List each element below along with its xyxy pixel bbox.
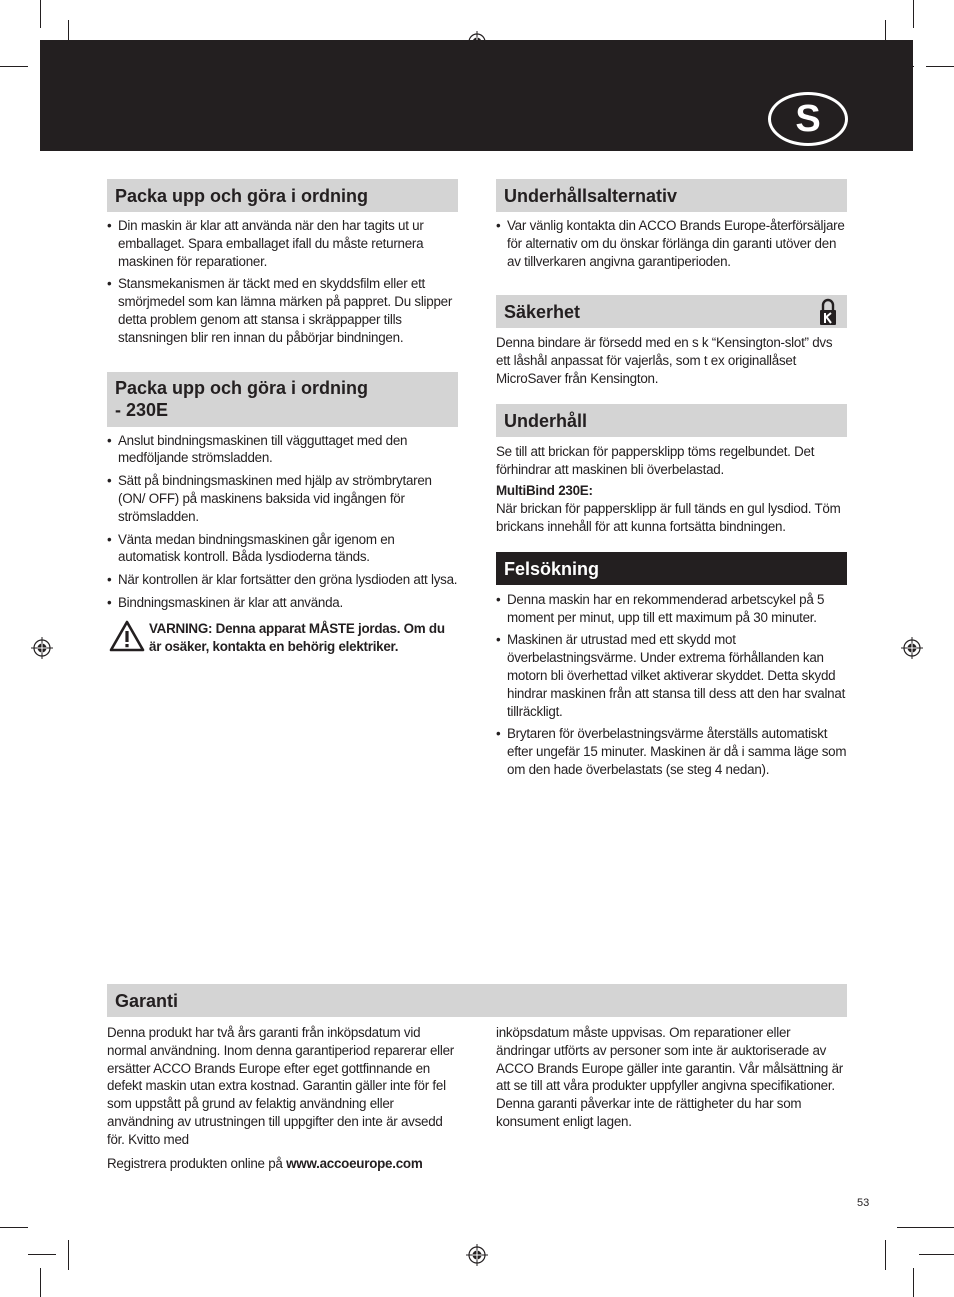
registration-mark-icon [31,637,53,659]
section-heading-warranty: Garanti [107,984,847,1017]
list-item: • Bindningsmaskinen är klar att använda. [107,594,458,612]
section-heading-safety [496,295,847,328]
register-link[interactable]: www.accoeurope.com [286,1155,423,1171]
section-heading-maintenance-options: Underhållsalternativ [496,179,847,212]
kensington-lock-icon [819,298,837,326]
safety-text: Denna bindare är försedd med en s k “Kensington-slot” dvs ett låshål anpassat för vajerlås, som t ex originallåset MicroSaver från Kensington. [496,335,833,386]
heading-text: Säkerhet [504,302,581,323]
registration-mark-icon [901,637,923,659]
language-badge: S [768,92,848,146]
list-item: • Anslut bindningsmaskinen till vägguttaget med den medföljande strömsladden. [107,432,458,468]
register-line [107,1155,458,1173]
crop-mark [28,1254,56,1255]
maintenance-options-list [496,217,847,270]
register-text: Registrera produkten online på [107,1155,283,1171]
warranty-text-1: Denna produkt har två års garanti från inköpsdatum vid normal användning. Inom denna garantiperiod reparerar eller ersätter ACCO Brands Europe efter eget gottfinnande en defekt maskin utan extra kostnad. Garantin gäller inte för fel som uppstått på grund av felaktig användning eller användning av utrustningen till uppgifter den inte är avsedd för. Kvitto med [107,1025,455,1147]
crop-mark [40,1268,41,1297]
crop-mark [913,1268,914,1297]
list-item: • Maskinen är utrustad med ett skydd mot överbelastningsvärme. Under extrema förhållanden kan motorn bli överhettad vilket aktiverar skyddet. Detta skydd hindrar maskinen från att stansa till dess att den har svalnat tillräckligt. [496,631,847,720]
section-heading-troubleshooting: Felsökning [496,552,847,585]
registration-mark-icon [466,1244,488,1266]
maintenance-text: Se till att brickan för pappersklipp töms regelbundet. Det förhindrar att maskinen bli överbelastad. [496,443,815,477]
list-item: • Denna maskin har en rekommenderad arbetscykel på 5 moment per minut, upp till ett maximum på 30 minuter. [496,591,847,627]
list-item: • När kontrollen är klar fortsätter den gröna lysdioden att lysa. [107,571,458,589]
unpacking-list [107,217,458,347]
maintenance-subtitle: MultiBind 230E: [496,483,593,499]
crop-mark [40,0,41,28]
crop-mark [919,1254,954,1255]
list-item: • Var vänlig kontakta din ACCO Brands Europe-återförsäljare för alternativ om du önskar förlänga din garanti utöver den av tillverkaren angivna garantiperioden. [496,217,847,270]
maintenance-text-230e: När brickan för pappersklipp är full tänds en gul lysdiod. Töm brickans innehåll för att kunna fortsätta bindningen. [496,501,841,534]
unpacking-230e-list [107,432,458,612]
heading-line-2: - 230E [115,399,169,420]
list-item: • Din maskin är klar att använda när den har tagits ut ur emballaget. Spara emballaget ifall du måste returnera maskinen för reparationer. [107,217,458,270]
section-heading-unpacking-230e [107,372,458,427]
warning-icon [109,620,145,652]
crop-mark [913,0,914,28]
warranty-text-2: inköpsdatum måste uppvisas. Om reparationer eller ändringar utförts av personer som inte är auktoriserade av ACCO Brands Europe gäller inte garantin. Vår målsättning är att se till att våra produkter uppfyller angivna specifikationer. Denna garanti påverkar inte de rättigheter du har som konsument enligt lagen. [496,1025,843,1129]
warranty-column-2 [496,1024,847,1131]
right-column [496,179,847,779]
crop-mark [885,1240,886,1270]
troubleshooting-list [496,591,847,779]
warning-text: VARNING: Denna apparat MÅSTE jordas. Om du är osäker, kontakta en behörig elektriker. [149,620,445,654]
list-item: • Stansmekanismen är täckt med en skyddsfilm eller ett smörjmedel som kan lämna märken på pappret. Du slipper detta problem genom att stansa i skräppapper tills stansningen blir ren innan du påbörjar bindningen. [107,275,458,346]
left-column [107,179,458,655]
crop-mark [68,1240,69,1270]
section-heading-unpacking: Packa upp och göra i ordning [107,179,458,212]
warning-note [107,620,458,656]
list-item: • Sätt på bindningsmaskinen med hjälp av strömbrytaren (ON/ OFF) på maskinens baksida vid ingången för strömsladden. [107,472,458,525]
list-item: • Brytaren för överbelastningsvärme återställs automatiskt efter ungefär 15 minuter. Maskinen är då i samma läge som om den hade överbelastats (se steg 4 nedan). [496,725,847,778]
crop-mark [0,66,28,67]
crop-mark [897,1227,954,1228]
crop-mark [0,1227,28,1228]
warranty-column-1 [107,1024,458,1172]
section-heading-maintenance: Underhåll [496,404,847,437]
heading-line-1: Packa upp och göra i ordning [115,377,369,398]
crop-mark [926,66,954,67]
list-item: • Vänta medan bindningsmaskinen går igenom en automatisk kontroll. Båda lysdioderna tänds. [107,531,458,567]
page-number: 53 [857,1197,870,1209]
